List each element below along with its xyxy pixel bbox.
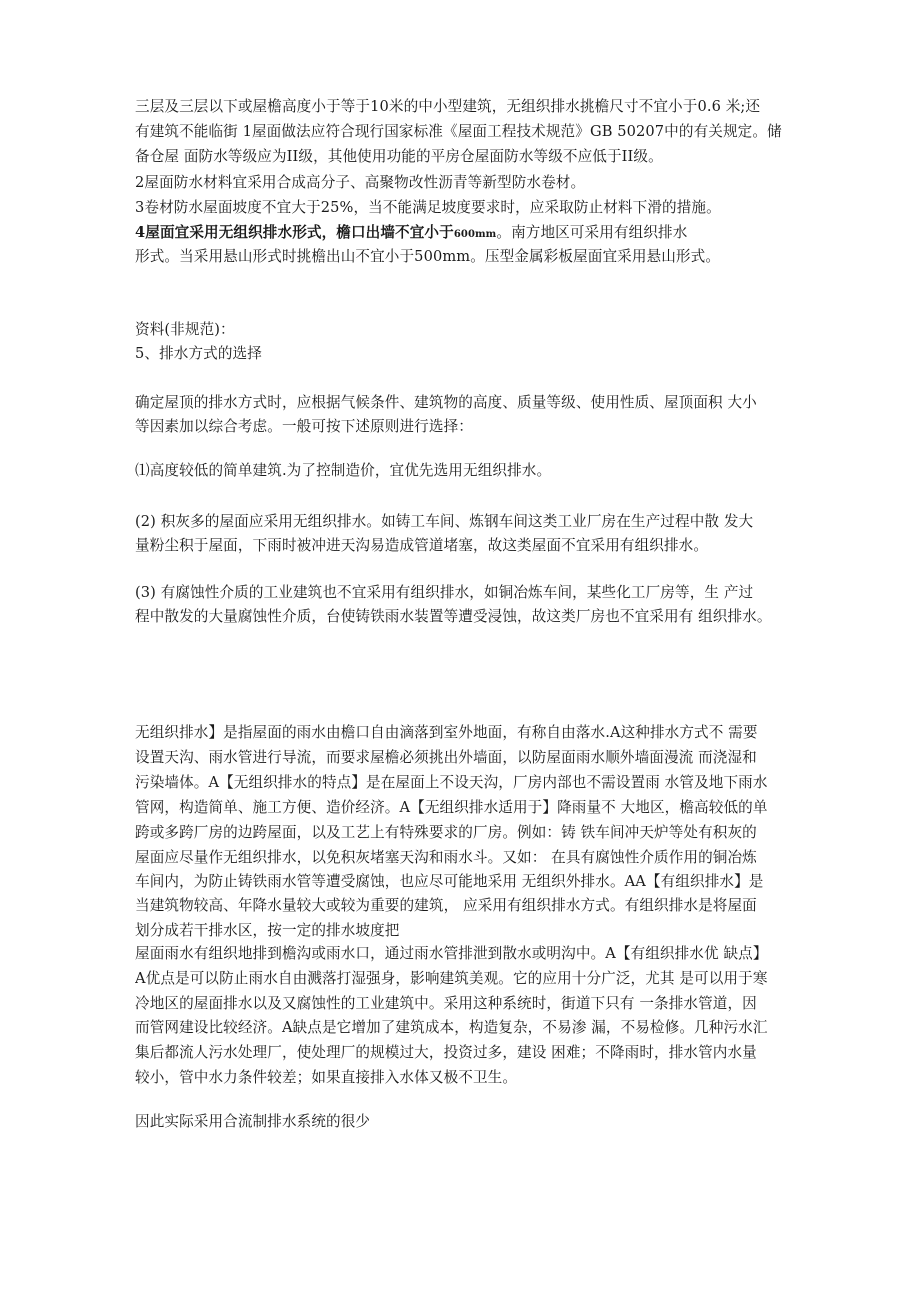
- body-line: 划分成若干排水区，按一定的排水坡度把: [135, 922, 400, 939]
- rule-2: 2屋面防水材料宜采用合成高分子、高聚物改性沥青等新型防水卷材。: [135, 174, 586, 191]
- paragraph-line: 有建筑不能临街 1屋面做法应符合现行国家标准《屋面工程技术规范》GB 50207中的有关规定。储: [135, 123, 782, 140]
- principle-item-3: (3) 有腐蚀性介质的工业建筑也不宜采用有组织排水，如铜冶炼车间，某些化工厂房等，生 产过: [135, 584, 754, 601]
- body-line: 污染墙体。A【无组织排水的特点】是在屋面上不设天沟，厂房内部也不需设置雨 水管及地下雨水: [135, 774, 768, 791]
- body-line: 车间内，为防止铸铁雨水管等遭受腐蚀，也应尽可能地采用 无组织外排水。AA【有组织排水】是: [135, 873, 764, 890]
- closing-line: 因此实际采用合流制排水系统的很少: [135, 1113, 371, 1130]
- principle-item-2-continued: 量粉尘积于屋面，下雨时被冲进天沟易造成管道堵塞，故这类屋面不宜采用有组织排水。: [135, 537, 709, 554]
- rule-3: 3卷材防水屋面坡度不宜大于25%，当不能满足坡度要求时，应采取防止材料下滑的措施。: [135, 199, 721, 216]
- reference-subheading: 5、排水方式的选择: [135, 345, 262, 362]
- principle-item-3-continued: 程中散发的大量腐蚀性介质，台使铸铁雨水装置等遭受浸蚀，故这类厂房也不宜采用有 组织排水。: [135, 608, 772, 625]
- body-line: 设置天沟、雨水管进行导流，而要求屋檐必须挑出外墙面，以防屋面雨水顺外墙面漫流 而浇湿和: [135, 749, 757, 766]
- reference-heading: 资料(非规范)：: [135, 321, 235, 338]
- body-line: 集后都流人污水处理厂，使处理厂的规模过大，投资过多，建设 困难；不降雨时，排水管内水量: [135, 1044, 757, 1061]
- body-line: 较小，管中水力条件较差；如果直接排入水体又极不卫生。: [135, 1069, 518, 1086]
- body-line: 当建筑物较高、年降水量较大或较为重要的建筑， 应采用有组织排水方式。有组织排水是将屋面: [135, 897, 757, 914]
- intro-line: 确定屋顶的排水方式时，应根据气候条件、建筑物的高度、质量等级、使用性质、屋顶面积 大小: [135, 394, 757, 411]
- paragraph-line: 三层及三层以下或屋檐高度小于等于10米的中小型建筑，无组织排水挑檐尺寸不宜小于0.6 米;还: [135, 98, 761, 115]
- body-line: 冷地区的屋面排水以及又腐蚀性的工业建筑中。采用这种系统时，街道下只有 一条排水管道，因: [135, 995, 757, 1012]
- body-line: 屋面应尽量作无组织排水，以免积灰堵塞天沟和雨水斗。又如： 在具有腐蚀性介质作用的铜冶炼: [135, 849, 757, 866]
- rule-4-continued: 形式。当采用悬山形式时挑檐出山不宜小于500mm。压型金属彩板屋面宜采用悬山形式。: [135, 248, 721, 265]
- rule-4-bold-text: 4屋面宜采用无组织排水形式，檐口出墙不宜小于: [135, 224, 454, 241]
- body-line: 屋面雨水有组织地排到檐沟或雨水口，通过雨水管排泄到散水或明沟中。A【有组织排水优 缺点】: [135, 945, 768, 962]
- body-line: 跨或多跨厂房的边跨屋面，以及工艺上有特殊要求的厂房。例如：铸 铁车间冲天炉等处有积灰的: [135, 824, 757, 841]
- body-line: 管网，构造简单、施工方便、造价经济。A【无组织排水适用于】降雨量不 大地区，檐高较低的单: [135, 799, 768, 816]
- rule-4-rest-text: 。南方地区可采用有组织排水: [496, 224, 688, 241]
- body-line: 无组织排水】是指屋面的雨水由檐口自由滴落到室外地面，有称自由落水.A这种排水方式不 需要: [135, 724, 758, 741]
- principle-item-1: ⑴高度较低的简单建筑.为了控制造价，宜优先选用无组织排水。: [135, 462, 552, 479]
- rule-4-small-text: 600mm: [453, 229, 497, 240]
- paragraph-line: 备仓屋 面防水等级应为II级，其他使用功能的平房仓屋面防水等级不应低于II级。: [135, 148, 663, 165]
- rule-4: [135, 221, 799, 247]
- body-line: 而管网建设比较经济。A缺点是它增加了建筑成本，构造复杂，不易渗 漏，不易检修。几种污水汇: [135, 1019, 768, 1036]
- principle-item-2: (2) 积灰多的屋面应采用无组织排水。如铸工车间、炼钢车间这类工业厂房在生产过程中散 发大: [135, 513, 754, 530]
- intro-line: 等因素加以综合考虑。一般可按下述原则进行选择：: [135, 418, 473, 435]
- body-line: A优点是可以防止雨水自由溅落打湿强身，影响建筑美观。它的应用十分广泛，尤其 是可以用于寒: [135, 970, 768, 987]
